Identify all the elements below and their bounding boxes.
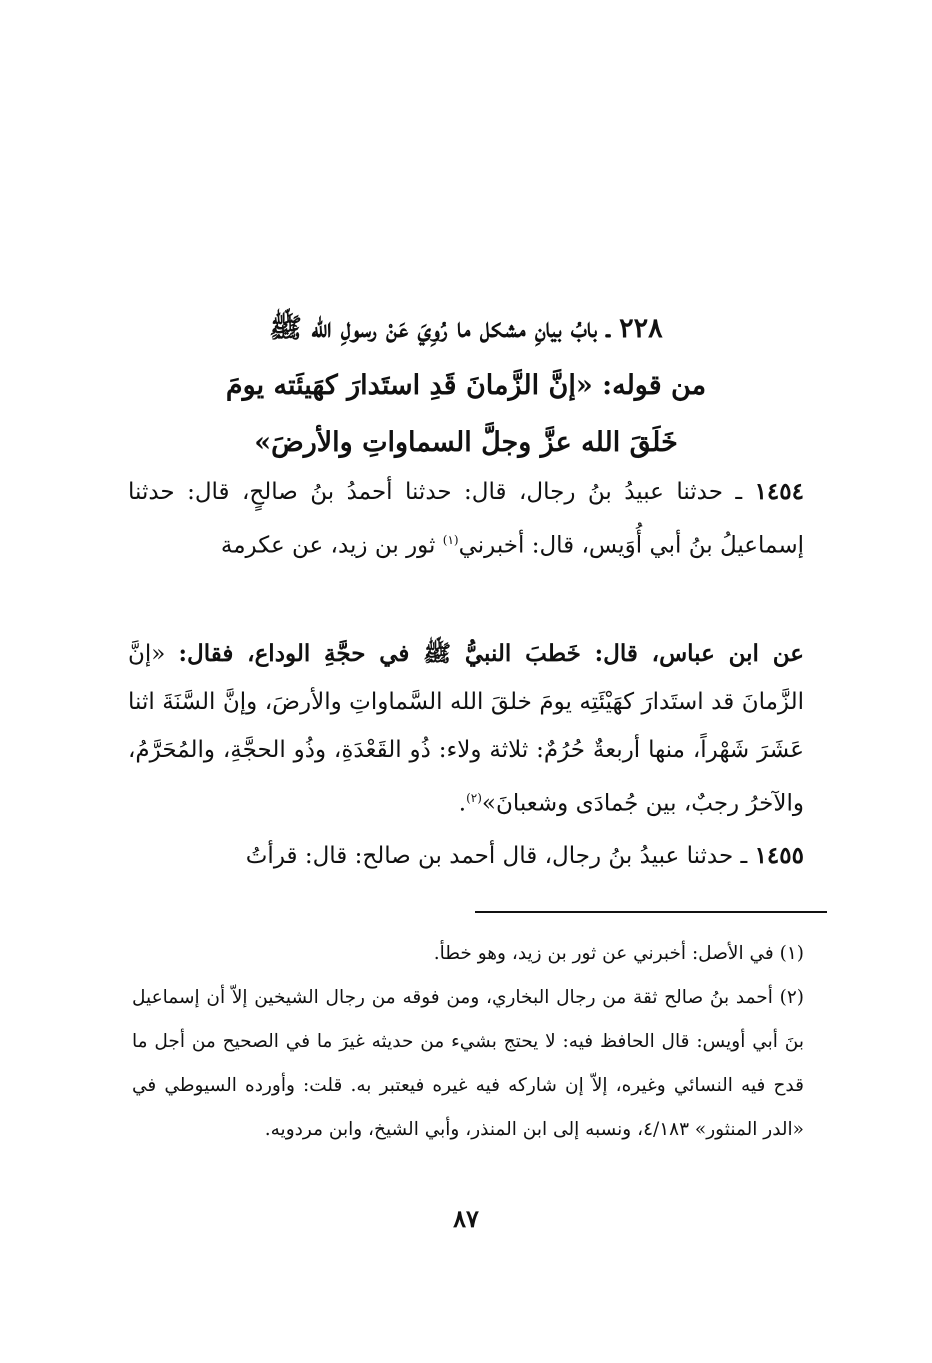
footnote-ref-2[interactable]: (٢)	[466, 791, 482, 805]
matn-lead: عن ابن عباس، قال: خَطبَ النبيُّ ﷺ في حجَّةِ الوداع، فقال:	[178, 640, 805, 667]
hadith-1454-matn	[128, 630, 804, 828]
heading-line-2: من قوله: «إنَّ الزَّمانَ قَدِ استَدارَ كهَيئَته يومَ	[225, 370, 707, 401]
page-number: ٨٧	[453, 1204, 479, 1233]
matn-text: «إنَّ الزَّمانَ قد استَدارَ كهَيْئَتِه يومَ خلقَ الله السَّماواتِ والأرضَ، وإنَّ السَّنَةَ اثنا عَشَرَ شَهْراً، منها أربعةٌ حُرُمٌ: ثلاثة ولاء: ذُو القَعْدَةِ، وذُو الحجَّةِ، والمُحَرَّمُ، والآخرُ رجبٌ، بين جُمادَى وشعبانَ»	[128, 641, 805, 817]
hadith-number-1454: ١٤٥٤	[754, 478, 804, 505]
footnotes	[132, 932, 804, 1152]
matn-end: .	[458, 790, 467, 817]
footnote-separator	[475, 911, 827, 913]
footnote-1: (١) في الأصل: أخبرني عن ثور بن زيد، وهو خطأ.	[433, 943, 804, 964]
isnad-text-a: ـ حدثنا عبيدُ بنُ رجال، قال: حدثنا أحمدُ بنُ صالحٍ، قال: حدثنا إسماعيلُ بنُ أبي أُوَيس، قال: أخبرني	[128, 479, 804, 559]
hadith-number-1455: ١٤٥٥	[754, 842, 804, 869]
footnote-ref-1[interactable]: (١)	[442, 533, 459, 547]
hadith-1455-text: ـ حدثنا عبيدُ بنُ رجال، قال أحمد بن صالح: قال: قرأتُ	[245, 843, 748, 869]
footnote-2: (٢) أحمد بنُ صالح ثقة من رجال البخاري، ومن فوقه من رجال الشيخين إلاّ أن إسماعيل بنَ أبي أويس: قال الحافظ فيه: لا يحتج بشيء من حديثه غيرَ ما في الصحيح من أجل ما قدح فيه النسائي وغيره، إلاّ إن شاركه فيه غيره فيعتبر به. قلت: وأورده السيوطي في «الدر المنثور» ٤/١٨٣، ونسبه إلى ابن المنذر، وأبي الشيخ، وابن مردويه.	[132, 987, 804, 1140]
isnad-text-b: ثور بن زيد، عن عكرمة	[220, 532, 436, 559]
heading-line-3: خَلَقَ الله عزَّ وجلَّ السماواتِ والأرضَ»	[254, 427, 678, 458]
hadith-1454-isnad	[128, 468, 804, 570]
heading-line-1: ٢٢٨ ـ بابُ بيانِ مشكل ما رُوِيَ عَنْ رسولِ الله ﷺ	[269, 313, 663, 344]
chapter-heading	[140, 300, 792, 471]
hadith-1455	[128, 832, 804, 880]
